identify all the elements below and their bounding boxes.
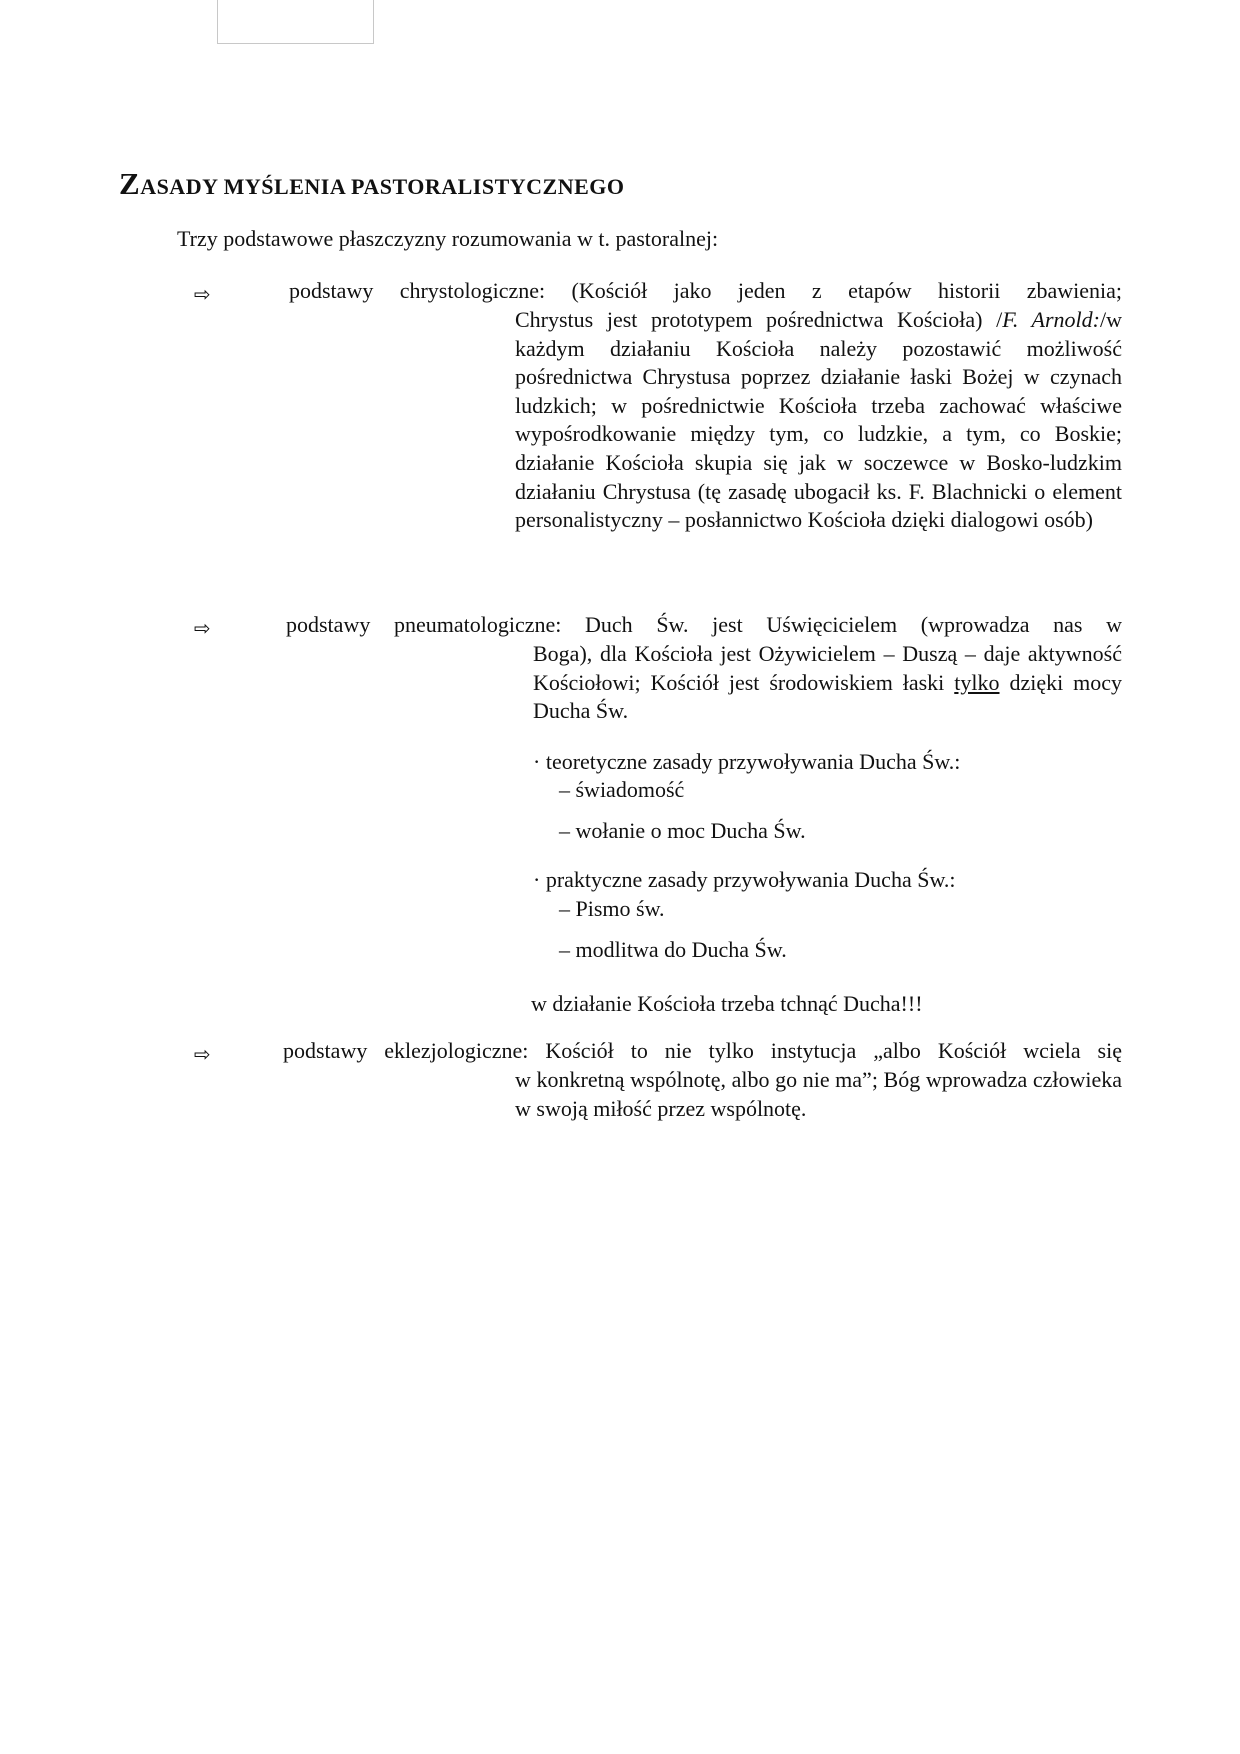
item-text-cont: /w każdym działaniu Kościoła należy pozostawić możliwość pośrednictwa Chrystusa poprzez działanie łaski Bożej w czynach ludzkich; w pośrednictwie Kościoła trzeba zachować właściwe wypośrodkowanie między tym, co ludzkie, a tym, co Boskie; działanie Kościoła skupia się jak w soczewce w Bosko-ludzkim działaniu Chrystusa (tę zasadę ubogacił ks. F. Blachnicki o element personalistyczny – posłannictwo Kościoła dzięki dialogowi osób) <box>515 307 1122 533</box>
sub-point: – świadomość <box>559 777 685 802</box>
item-text: Boga), dla Kościoła jest Ożywicielem – Duszą – daje aktywność Kościołowi; Kościół jest środowiskiem łaski <box>533 641 1122 695</box>
title-rest: ASADY MYŚLENIA PASTORALISTYCZNEGO <box>140 174 625 199</box>
title-first-letter: Z <box>119 166 141 201</box>
practical-heading: · praktyczne zasady przywoływania Ducha Św.: <box>533 867 956 892</box>
intro-text: Trzy podstawowe płaszczyzny rozumowania w t. pastoralnej: <box>177 226 719 251</box>
sub-point: – modlitwa do Ducha Św. <box>559 937 787 962</box>
item-text: Chrystus jest prototypem pośrednictwa Kościoła) / <box>515 307 1003 332</box>
list-item-christological <box>289 277 1122 306</box>
item-text: w konkretną wspólnotę, albo go nie ma”; Bóg wprowadza człowieka w swoją miłość przez wspólnotę. <box>515 1067 1122 1121</box>
page-title <box>119 166 625 202</box>
list-item-ecclesiological <box>283 1037 1122 1066</box>
item-italic: F. Arnold: <box>1002 307 1100 332</box>
list-item-pneumatological <box>286 611 1122 640</box>
item-body-christological <box>515 306 1122 535</box>
item-lead: podstawy eklezjologiczne: Kościół to nie tylko instytucja „albo Kościół wciela się <box>283 1038 1122 1063</box>
sub-point: – Pismo św. <box>559 896 665 921</box>
item-text-cont: dzięki mocy Ducha Św. <box>533 669 1123 724</box>
theoretical-heading: · teoretyczne zasady przywoływania Ducha Św.: <box>533 749 961 774</box>
item-lead: podstawy chrystologiczne: (Kościół jako jeden z etapów historii zbawienia; <box>289 278 1122 303</box>
item-body-ecclesiological <box>515 1066 1122 1123</box>
item-underlined: tylko <box>954 669 1000 695</box>
right-arrow-outline-icon: ⇨ <box>194 1042 211 1066</box>
item-body-pneumatological <box>533 640 1122 726</box>
item-lead: podstawy pneumatologiczne: Duch Św. jest Uświęcicielem (wprowadza nas w <box>286 612 1122 637</box>
sub-point: – wołanie o moc Ducha Św. <box>559 818 806 843</box>
right-arrow-outline-icon: ⇨ <box>194 282 211 306</box>
closing-statement: w działanie Kościoła trzeba tchnąć Ducha!!! <box>531 991 923 1016</box>
header-box <box>217 0 374 44</box>
right-arrow-outline-icon: ⇨ <box>194 616 211 640</box>
